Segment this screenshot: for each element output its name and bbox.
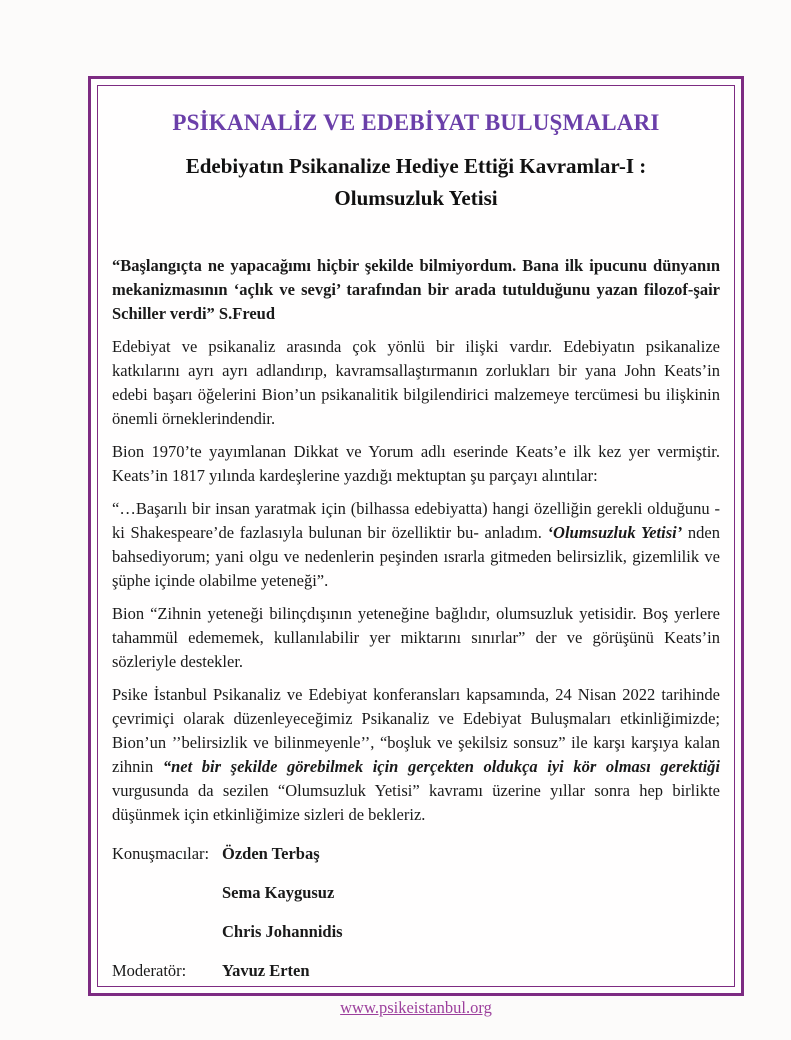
paragraph (112, 683, 720, 827)
subtitle-line-2: Olumsuzluk Yetisi (334, 186, 498, 210)
speaker-role-label: Konuşmacılar: (112, 844, 210, 863)
speakers-section (110, 842, 722, 998)
speaker-role-label: Moderatör: (112, 961, 187, 980)
speaker-row (112, 959, 720, 983)
body-paragraphs (110, 254, 722, 836)
speaker-row (112, 881, 720, 905)
footer (110, 998, 722, 1040)
speaker-name: Chris Johannidis (222, 922, 343, 941)
speaker-role-label (112, 920, 222, 944)
text-run: Psike İstanbul Psikanaliz ve Edebiyat konferansları kapsamında, 24 Nisan 2022 tarihinde çevrimiçi olarak düzenleyeceğimiz Psikanaliz ve Edebiyat Buluşmaları etkinliğimizde; Bion’un ’’belirsizlik ve bilinmeyenle’’, “boşluk ve şekilsiz sonsuz” ile karşı karşıya kalan zihnin (112, 685, 720, 776)
speaker-name: Yavuz Erten (222, 961, 310, 980)
text-run: “net bir şekilde görebilmek için gerçekten oldukça iyi kör olması gerektiği (162, 757, 720, 776)
text-run: “Başlangıçta ne yapacağımı hiçbir şekilde bilmiyordum. Bana ilk ipucunu dünyanın mekanizmasının ‘açlık ve sevgi’ tarafından bir arada tutulduğunu yazan filozof-şair Schiller verdi” S.Freud (112, 256, 720, 323)
speaker-role-label (112, 881, 222, 905)
text-run: Bion “Zihnin yeteneği bilinçdışının yeteneğine bağlıdır, olumsuzluk yetisidir. Boş yerlere tahammül edememek, kullanılabilir yer miktarını sınırlar” der ve görüşünü Keats’in sözleriyle destekler. (112, 604, 720, 671)
website-link[interactable]: www.psikeistanbul.org (340, 998, 492, 1017)
flyer-frame (88, 76, 744, 1017)
speaker-name: Sema Kaygusuz (222, 883, 335, 902)
text-run: ‘Olumsuzluk Yetisi’ (547, 523, 683, 542)
speaker-row (112, 920, 720, 944)
subtitle-line-1: Edebiyatın Psikanalize Hediye Ettiği Kavramlar-I : (185, 154, 647, 178)
page-subtitle (110, 150, 722, 214)
paragraph (112, 497, 720, 593)
paragraph (112, 440, 720, 488)
speaker-name: Özden Terbaş (222, 844, 320, 863)
paragraph (112, 335, 720, 431)
flyer-inner-frame (97, 85, 735, 1017)
text-run: “…Başarılı bir insan yaratmak için (bilhassa edebiyatta) hangi özelliğin gerekli olduğunu -ki Shakespeare’de fazlasıyla bulunan bir özelliktir bu- anladım. (112, 499, 720, 542)
page-title: PSİKANALİZ VE EDEBİYAT BULUŞMALARI (172, 110, 660, 135)
paragraph (112, 254, 720, 326)
text-run: Bion 1970’te yayımlanan Dikkat ve Yorum adlı eserinde Keats’e ilk kez yer vermiştir. Keats’in 1817 yılında kardeşlerine yazdığı mektuptan şu parçayı alıntılar: (112, 442, 720, 485)
text-run: nden bahsediyorum; yani olgu ve nedenlerin peşinden ısrarla gitmeden belirsizlik, gizemlilik ve şüphe içinde olabilme yeteneği”. (112, 523, 720, 590)
text-run: vurgusunda da sezilen “Olumsuzluk Yetisi” kavramı üzerine yıllar sonra hep birlikte düşünmek için etkinliğimize sizleri de bekleriz. (112, 781, 720, 824)
text-run: Edebiyat ve psikanaliz arasında çok yönlü bir ilişki vardır. Edebiyatın psikanalize katkılarını ayrı ayrı adlandırıp, kavramsallaştırmanın zorlukları bir yana John Keats’in edebi başarı öğelerini Bion’un psikanalitik bilgilendirici malzemeye tercümesi bu ilişkinin önemli örneklerindendir. (112, 337, 720, 428)
speaker-row (112, 842, 720, 866)
paragraph (112, 602, 720, 674)
